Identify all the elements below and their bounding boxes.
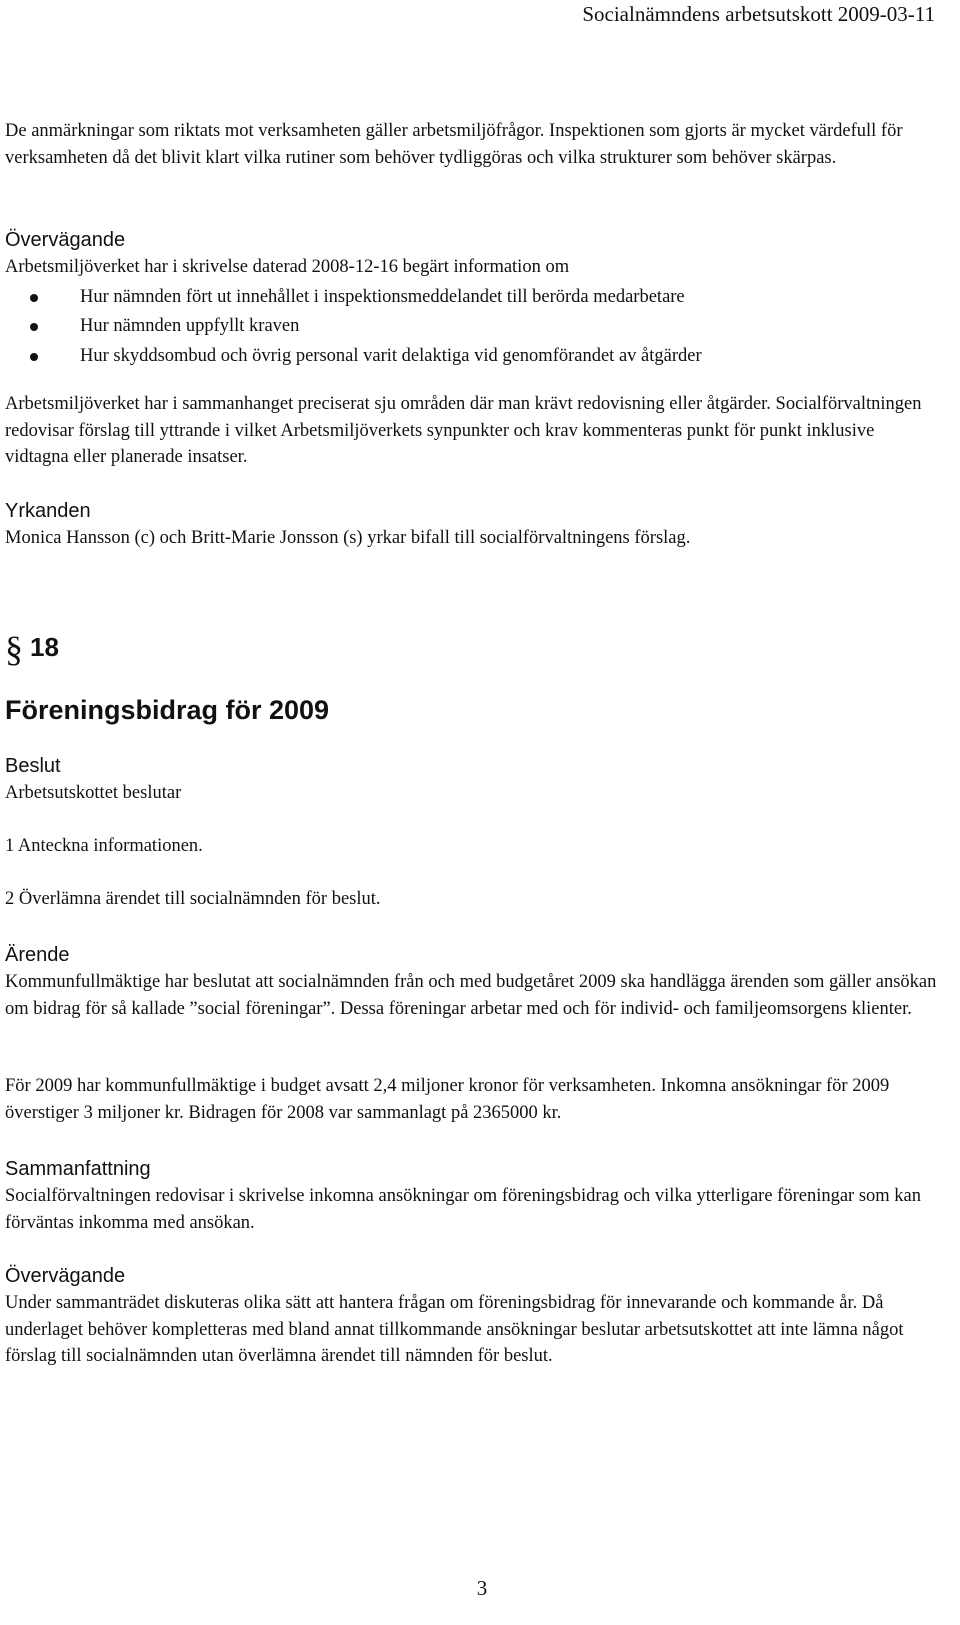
section-heading: Övervägande	[5, 1265, 126, 1287]
section-heading: Ärende	[5, 944, 70, 966]
bullet-dot-icon	[30, 323, 38, 331]
bullet-dot-icon	[30, 294, 38, 302]
bullet-item: Hur skyddsombud och övrig personal varit delaktiga vid genomförandet av åtgärder	[5, 342, 940, 372]
section-heading: Beslut	[5, 755, 61, 777]
page-number: 3	[476, 1576, 488, 1600]
section-heading: Övervägande	[5, 229, 126, 251]
bullet-item: Hur nämnden fört ut innehållet i inspektionsmeddelandet till berörda medarbetare	[5, 283, 940, 313]
beslut-lead: Arbetsutskottet beslutar	[5, 783, 182, 803]
arende-paragraph-2-block	[5, 1073, 940, 1126]
bullet-dot-icon	[30, 353, 38, 361]
section-heading: Yrkanden	[5, 500, 91, 522]
beslut-section	[5, 752, 940, 807]
beslut-item-2: 2 Överlämna ärendet till socialnämnden för beslut.	[5, 889, 381, 909]
running-header: Socialnämndens arbetsutskott 2009-03-11	[582, 2, 935, 26]
section-number: 18	[30, 632, 59, 662]
arende-paragraph-2: För 2009 har kommunfullmäktige i budget avsatt 2,4 miljoner kronor för verksamheten. Inkomna ansökningar för 2009 överstiger 3 miljoner kr. Bidragen för 2008 var sammanlagt på 2365000 kr.	[5, 1076, 890, 1123]
section-title: Föreningsbidrag för 2009	[5, 695, 330, 725]
followup-text: Arbetsmiljöverket har i sammanhanget preciserat sju områden där man krävt redovisning eller åtgärder. Socialförvaltningen redovisar förslag till yttrande i vilket Arbetsmiljöverkets synpunkter och krav kommenteras punkt för punkt inklusive vidtagna eller planerade insatser.	[5, 394, 922, 467]
overvagande-section-2	[5, 1262, 940, 1370]
arende-section	[5, 941, 940, 1022]
arende-paragraph-1: Kommunfullmäktige har beslutat att socialnämnden från och med budgetåret 2009 ska handlägga ärenden som gäller ansökan om bidrag för så kallade ”social föreningar”. Dessa föreningar arbetar med och för individ- och familjeomsorgens klienter.	[5, 972, 937, 1019]
yrkanden-text: Monica Hansson (c) och Britt-Marie Jonsson (s) yrkar bifall till socialförvaltningens förslag.	[5, 528, 691, 548]
overvagande-followup	[5, 391, 940, 471]
yrkanden-section	[5, 497, 940, 552]
beslut-item-1: 1 Anteckna informationen.	[5, 836, 203, 856]
bullet-list	[5, 283, 940, 372]
overvagande2-text: Under sammanträdet diskuteras olika sätt att hantera frågan om föreningsbidrag för innevarande och kommande år. Då underlaget behöver kompletteras med bland annat tillkommande ansökningar beslutar arbetsutskottet att inte lämna något förslag till socialnämnden utan överlämna ärendet till nämnden för beslut.	[5, 1293, 904, 1366]
bullet-item: Hur nämnden uppfyllt kraven	[5, 312, 940, 342]
intro-paragraph	[5, 118, 940, 171]
overvagande-section-1	[5, 226, 940, 371]
overvagande-lead: Arbetsmiljöverket har i skrivelse daterad 2008-12-16 begärt information om	[5, 257, 570, 277]
sammanfattning-text: Socialförvaltningen redovisar i skrivelse inkomna ansökningar om föreningsbidrag och vilka ytterligare föreningar som kan förväntas inkomma med ansökan.	[5, 1186, 922, 1233]
intro-text: De anmärkningar som riktats mot verksamheten gäller arbetsmiljöfrågor. Inspektionen som gjorts är mycket värdefull för verksamheten då det blivit klart vilka rutiner som behöver tydliggöras och vilka strukturer som behöver skärpas.	[5, 121, 903, 168]
sammanfattning-section	[5, 1155, 940, 1236]
section-sign: §	[5, 629, 23, 669]
section-heading: Sammanfattning	[5, 1158, 151, 1180]
